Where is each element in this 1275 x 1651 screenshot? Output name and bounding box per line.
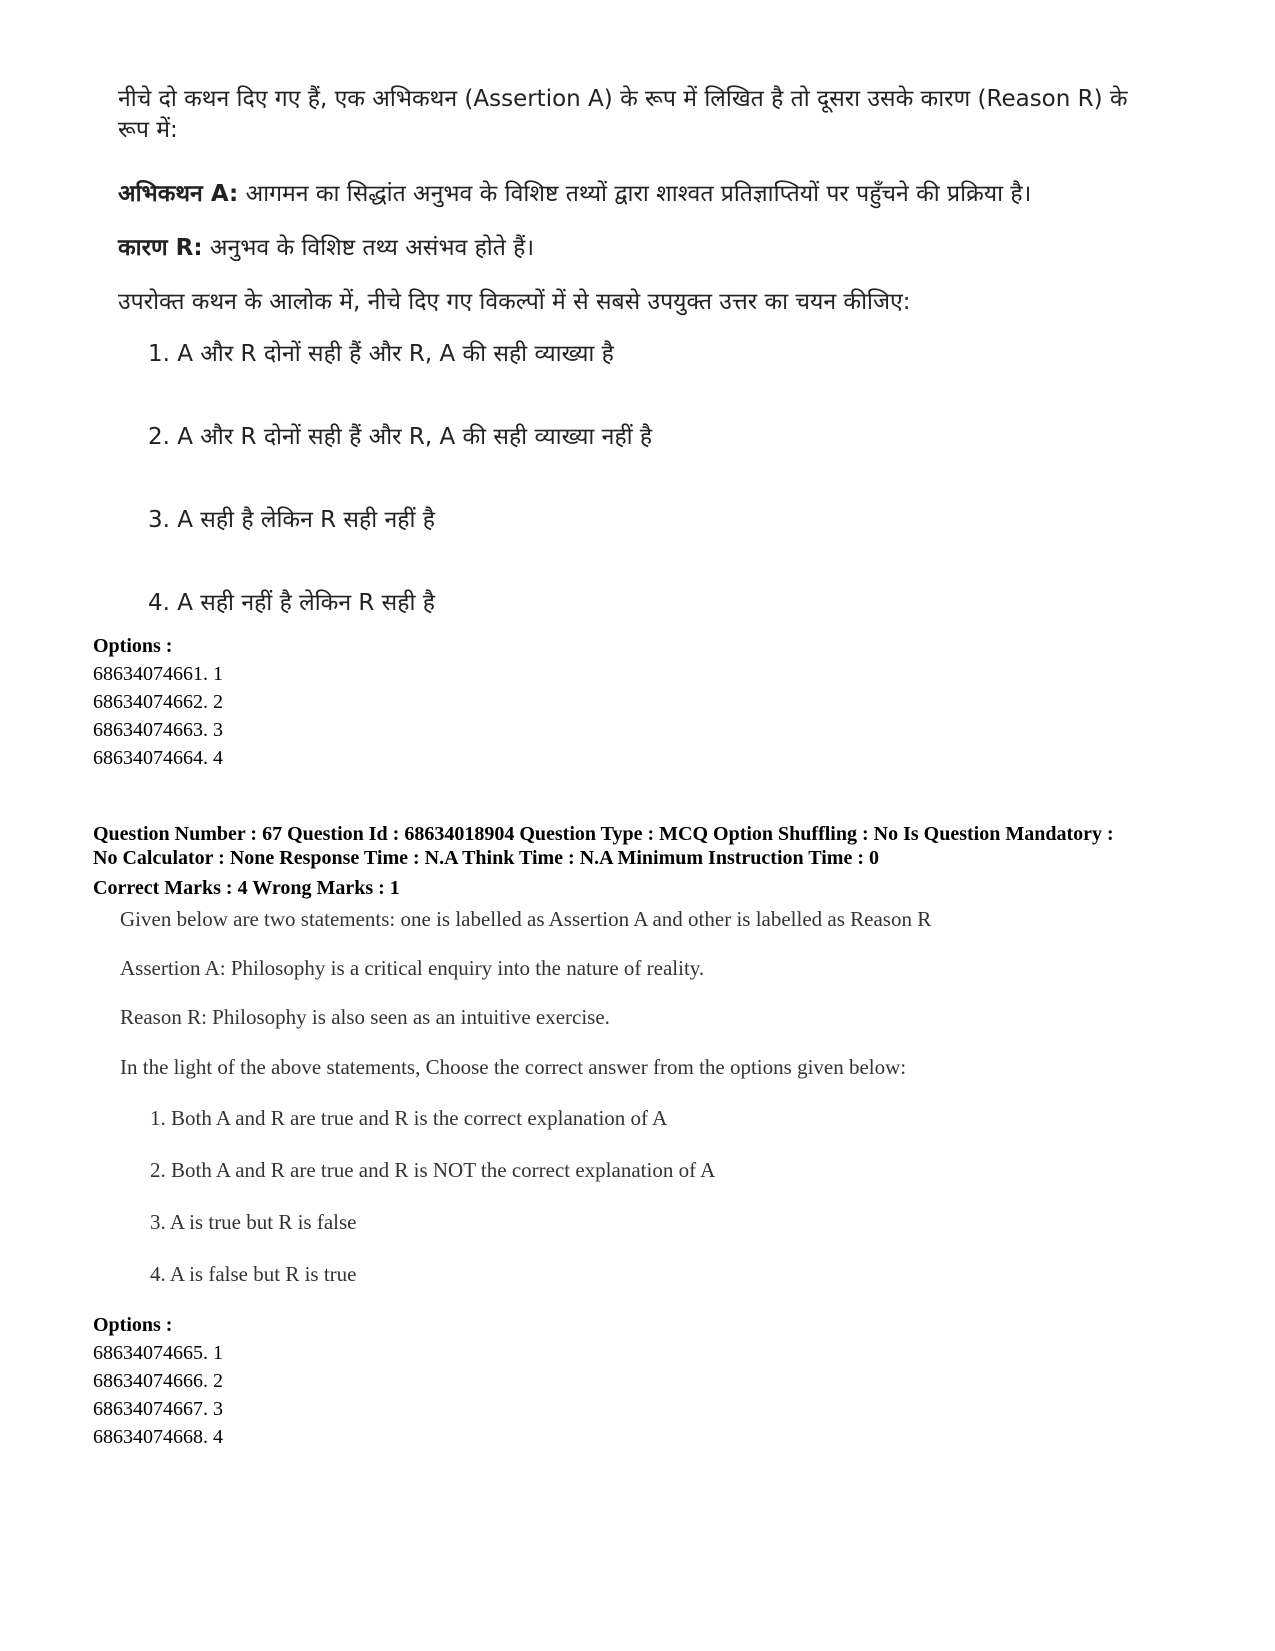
q66-option-1: 68634074661. 1: [93, 663, 223, 685]
q67-option-3: 68634074667. 3: [93, 1398, 223, 1420]
q67-intro: Given below are two statements: one is labelled as Assertion A and other is labelled as Reason R: [120, 907, 932, 931]
q67-option-1: 68634074665. 1: [93, 1342, 223, 1364]
q67-option-2: 68634074666. 2: [93, 1370, 223, 1392]
q67-choice-2: 2. Both A and R are true and R is NOT the correct explanation of A: [150, 1158, 716, 1182]
q67-choice-4: 4. A is false but R is true: [150, 1262, 357, 1286]
q66-assertion-label: अभिकथन A:: [118, 181, 239, 207]
q67-option-4: 68634074668. 4: [93, 1426, 223, 1448]
q67-reason: Reason R: Philosophy is also seen as an intuitive exercise.: [120, 1005, 610, 1029]
q66-choice-4: 4. A सही नहीं है लेकिन R सही है: [148, 590, 435, 616]
q67-options: [93, 1311, 223, 1451]
q66-option-2: 68634074662. 2: [93, 691, 223, 713]
q67-meta-line-1: Question Number : 67 Question Id : 68634018904 Question Type : MCQ Option Shuffling : No Is Question Mandatory :: [93, 823, 1114, 845]
q67-marks: Correct Marks : 4 Wrong Marks : 1: [93, 877, 400, 899]
q66-choice-3: 3. A सही है लेकिन R सही नहीं है: [148, 507, 435, 533]
q67-instruction: In the light of the above statements, Choose the correct answer from the options given below:: [120, 1055, 907, 1079]
q66-option-3: 68634074663. 3: [93, 719, 223, 741]
q66-option-4: 68634074664. 4: [93, 747, 223, 769]
q67-choice-1: 1. Both A and R are true and R is the correct explanation of A: [150, 1106, 668, 1130]
q67-choice-3: 3. A is true but R is false: [150, 1210, 357, 1234]
q67-options-title: Options :: [93, 1314, 173, 1336]
q67-meta-line-2: No Calculator : None Response Time : N.A Think Time : N.A Minimum Instruction Time : 0: [93, 847, 879, 869]
q66-reason-label: कारण R:: [118, 235, 203, 261]
q66-choice-2: 2. A और R दोनों सही हैं और R, A की सही व्याख्या नहीं है: [148, 424, 653, 450]
q66-assertion-text: आगमन का सिद्धांत अनुभव के विशिष्ट तथ्यों द्वारा शाश्वत प्रतिज्ञाप्तियों पर पहुँचने की प्रक्रिया है।: [238, 181, 1032, 207]
q66-options: [93, 632, 223, 772]
q66-assertion: [118, 176, 1031, 208]
q66-intro: नीचे दो कथन दिए गए हैं, एक अभिकथन (Assertion A) के रूप में लिखित है तो दूसरा उसके कारण (Reason R) के रूप में:: [118, 86, 1128, 143]
q66-reason-text: अनुभव के विशिष्ट तथ्य असंभव होते हैं।: [202, 235, 535, 261]
q67-assertion: Assertion A: Philosophy is a critical enquiry into the nature of reality.: [120, 956, 705, 980]
q66-reason: [118, 230, 534, 262]
question-66-hindi: [118, 84, 1158, 616]
q66-options-title: Options :: [93, 635, 173, 657]
q66-choice-1: 1. A और R दोनों सही हैं और R, A की सही व्याख्या है: [148, 341, 614, 367]
q66-instruction: उपरोक्त कथन के आलोक में, नीचे दिए गए विकल्पों में से सबसे उपयुक्त उत्तर का चयन कीजिए:: [118, 289, 911, 315]
q67-metadata: [93, 822, 1243, 900]
